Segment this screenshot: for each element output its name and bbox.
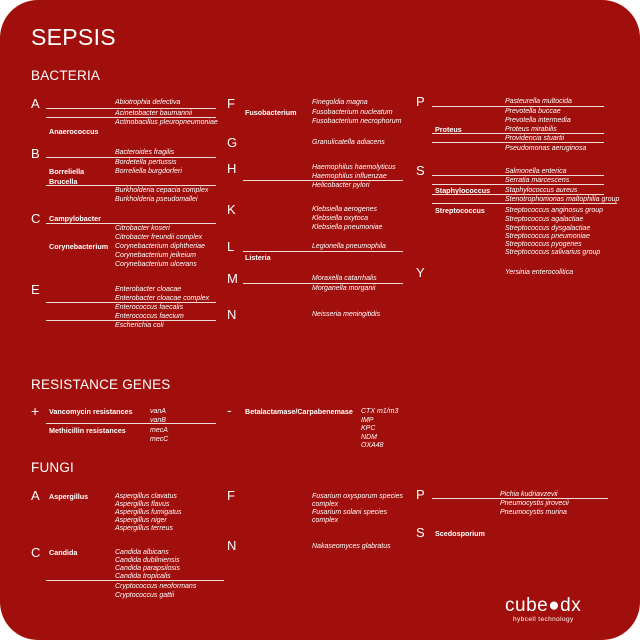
organism-item: Candida parapsilosis [115, 565, 180, 572]
organism-item: Streptococcus dysgalactiae [505, 225, 591, 232]
organism-item: Burkholderia pseudomallei [115, 196, 198, 203]
section-heading-bacteria: BACTERIA [31, 68, 101, 83]
organism-item: Burkholderia cepacia complex [115, 187, 209, 194]
organism-item: Actinobacillus pleuropneumoniae [115, 119, 218, 126]
organism-item: Streptococcus pneumoniae [505, 233, 590, 240]
organism-item: Corynebacterium ulcerans [115, 261, 197, 268]
organism-item: Neisseria meningitidis [312, 311, 381, 318]
group-label: Streptococcus [435, 206, 485, 215]
divider [432, 203, 617, 204]
fungi-letter-s: S [416, 525, 425, 540]
organism-item: Pseudomonas aeruginosa [505, 145, 587, 152]
organism-item: Morganella morganii [312, 285, 376, 292]
fungi-letter-n: N [227, 538, 237, 553]
organism-item: Aspergillus terreus [115, 525, 173, 532]
organism-item: Borreliella burgdorferi [115, 168, 182, 175]
group-label: Brucella [49, 177, 78, 186]
fungi-letter-f: F [227, 488, 235, 503]
organism-item: Aspergillus niger [115, 517, 167, 524]
group-label: Aspergillus [49, 492, 89, 501]
organism-item: Escherichia coli [115, 322, 164, 329]
organism-item: Haemophilus haemolyticus [312, 164, 396, 171]
organism-item: Cryptococcus gattii [115, 592, 175, 599]
divider [432, 142, 604, 143]
letter-g: G [227, 135, 238, 150]
organism-item: Pichia kudriavzevii [500, 491, 558, 498]
organism-item: Fusobacterium nucleatum [312, 109, 393, 116]
organism-item: Aspergillus clavatus [115, 493, 177, 500]
organism-item: Candida dubliniensis [115, 557, 180, 564]
organism-item: Fusarium oxysporum species [312, 493, 404, 500]
organism-item: Helicobacter pylori [312, 182, 370, 189]
gene-item: KPC [361, 425, 376, 432]
organism-item: Bordetella pertussis [115, 159, 177, 166]
letter-s: S [416, 163, 425, 178]
letter-k: K [227, 202, 236, 217]
letter-c: C [31, 211, 41, 226]
organism-item: Legionella pneumophila [312, 243, 386, 250]
organism-item: Klebsiella aerogenes [312, 206, 377, 213]
gene-item: vanA [150, 408, 166, 415]
fungi-letter-a: A [31, 488, 40, 503]
group-label: Vancomycin resistances [49, 407, 133, 416]
logo-wordmark: cube●dx [505, 595, 582, 616]
gene-item: OXA48 [361, 442, 384, 449]
organism-item: Aspergillus fumigatus [115, 509, 182, 516]
letter-b: B [31, 146, 40, 161]
organism-item: Aspergillus flavus [115, 501, 170, 508]
organism-item: Providencia stuartii [505, 135, 565, 142]
organism-item: Pasteurella multocida [505, 98, 572, 105]
gene-item: CTX m1/m3 [361, 408, 399, 415]
group-label: Anaerococcus [49, 127, 99, 136]
organism-item: Salmonella enterica [505, 168, 567, 175]
cubedx-logo [505, 596, 605, 623]
organism-item: Nakaseomyces glabratus [312, 543, 391, 550]
organism-item: complex [312, 517, 339, 524]
group-label: Borreliella [49, 167, 85, 176]
organism-item: Enterococcus faecium [115, 313, 184, 320]
organism-item: Candida albicans [115, 549, 169, 556]
fungi-letter-c: C [31, 545, 41, 560]
gene-item: mecC [150, 436, 169, 443]
gene-item: NDM [361, 434, 377, 441]
letter-p: P [416, 94, 425, 109]
organism-item: Corynebacterium diphtheriae [115, 243, 205, 250]
organism-item: Haemophilus influenzae [312, 173, 387, 180]
organism-item: Streptococcus anginosus group [505, 207, 604, 214]
group-label: Candida [49, 548, 78, 557]
letter-a: A [31, 96, 40, 111]
organism-item: Granulicatella adiacens [312, 139, 385, 146]
organism-item: Pneumocystis jirovecii [500, 500, 569, 507]
fungi-letter-p: P [416, 487, 425, 502]
group-label: Methicillin resistances [49, 426, 126, 435]
letter-l: L [227, 239, 235, 254]
section-heading-fungi: FUNGI [31, 460, 74, 475]
organism-item: Fusarium solani species [312, 509, 388, 516]
group-label: Corynebacterium [49, 242, 109, 251]
organism-item: Corynebacterium jeikeium [115, 252, 196, 259]
organism-item: Fusobacterium necrophorum [312, 118, 402, 125]
organism-item: Abiotrophia defectiva [115, 99, 181, 106]
letter-n: N [227, 307, 237, 322]
organism-item: Prevotella buccae [505, 108, 561, 115]
plus-sign: + [31, 403, 40, 419]
organism-item: Serratia marcescens [505, 177, 570, 184]
organism-item: Stenotrophomonas maltophilia group [505, 196, 620, 203]
divider [432, 184, 604, 185]
organism-item: Klebsiella pneumoniae [312, 224, 383, 231]
group-label: Staphylococcus [435, 186, 491, 195]
page-title: SEPSIS [31, 24, 116, 50]
organism-item: Bacteroides fragilis [115, 149, 175, 156]
divider [46, 580, 224, 581]
letter-e: E [31, 282, 40, 297]
group-label: Scedosporium [435, 529, 485, 538]
organism-item: Finegoldia magna [312, 99, 368, 106]
group-label: Betalactamase/Carpabenemase [245, 407, 353, 416]
divider [243, 251, 403, 252]
organism-item: Streptococcus salivarius group [505, 249, 601, 256]
organism-item: Pneumocystis murina [500, 509, 567, 516]
organism-item: Enterobacter cloacae [115, 286, 182, 293]
group-label: Proteus [435, 125, 462, 134]
organism-item: Klebsiella oxytoca [312, 215, 369, 222]
organism-item: Acinetobacter baumannii [115, 110, 193, 117]
logo-tagline: hybcell technology [513, 616, 574, 623]
letter-f: F [227, 96, 235, 111]
organism-item: complex [312, 501, 339, 508]
organism-item: Citrobacter freundii complex [115, 234, 203, 241]
section-heading-resistance: RESISTANCE GENES [31, 377, 171, 392]
organism-item: Streptococcus pyogenes [505, 241, 582, 248]
letter-h: H [227, 161, 237, 176]
letter-y: Y [416, 265, 425, 280]
organism-item: Moraxella catarrhalis [312, 275, 377, 282]
organism-item: Yersinia enterocolitica [505, 269, 574, 276]
gene-item: IMP [361, 417, 374, 424]
letter-m: M [227, 271, 238, 286]
organism-item: Cryptococcus neoformans [115, 583, 197, 590]
organism-item: Enterococcus faecalis [115, 304, 184, 311]
organism-item: Prevotella intermedia [505, 117, 571, 124]
organism-item: Proteus mirabilis [505, 126, 557, 133]
organism-item: Citrobacter koseri [115, 225, 170, 232]
organism-item: Staphylococcus aureus [505, 187, 578, 194]
organism-item: Enterobacter cloacae complex [115, 295, 210, 302]
gene-item: vanB [150, 417, 166, 424]
gene-item: mecA [150, 427, 168, 434]
organism-item: Streptococcus agalactiae [505, 216, 584, 223]
divider [46, 423, 216, 424]
group-label: Fusobacterium [245, 108, 297, 117]
minus-sign: - [227, 402, 232, 418]
group-label: Campylobacter [49, 214, 101, 223]
organism-item: Candida tropicalis [115, 573, 171, 580]
group-label: Listeria [245, 253, 271, 262]
